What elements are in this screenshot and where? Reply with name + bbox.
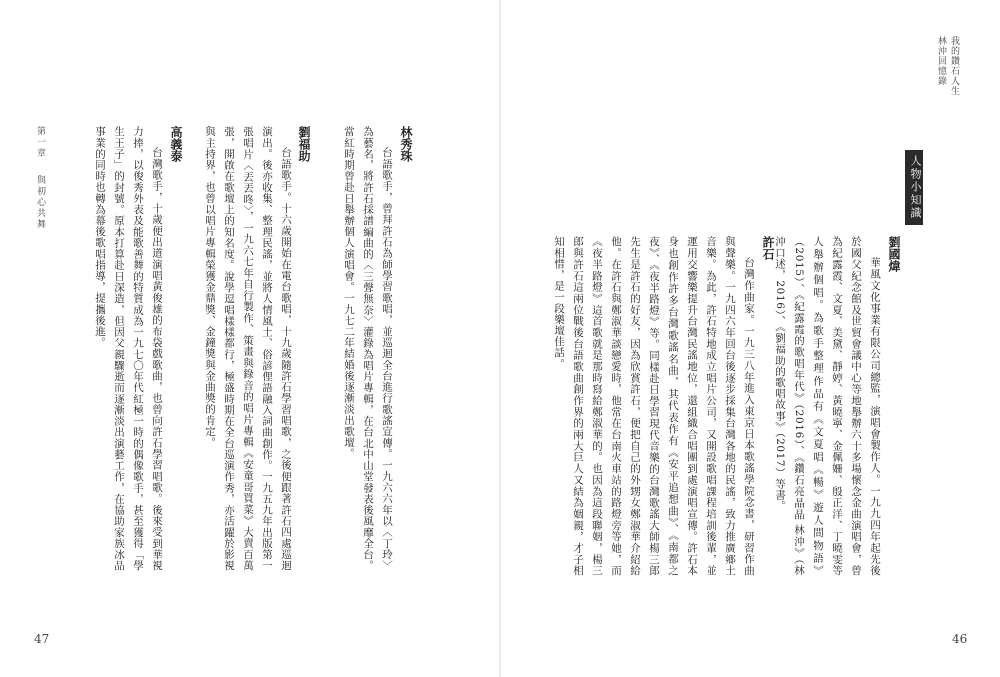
entry-name-lin-xiuzhu: 林秀珠 bbox=[399, 126, 413, 162]
entry-text-gao-yitai: 台灣歌手，十歲便出道演唱黃俊雄的布袋戲歌曲，也曾向許石學習唱歌。後來受到華視力捧，以俊秀外表及能歌善舞的特質成為一九七〇年代紅極一時的偶像歌手，甚至獲得「學生王子」的封號。原本打算赴日深造，但因父親驟逝而逐漸淡出演藝工作，在協助家族冰品事業的同時也轉為幕後歌唱指導，提攜後進。 bbox=[94, 126, 163, 571]
entry-name-liu-guowei: 劉國煒 bbox=[887, 236, 901, 272]
entry-name-liu-fuzhu: 劉福助 bbox=[297, 126, 311, 162]
running-header-title: 我的鑽石人生 bbox=[949, 36, 959, 96]
entry-text-lin-xiuzhu: 台語歌手，曾拜許石為師學習歌唱，並巡迴全台進行歌謠宣傳。一九六六年以〈丁玲〉為藝名，將許石採譜編曲的〈三聲無奈〉灌錄為唱片專輯，在台北中山堂發表後風靡全台。當紅時期曾赴日舉辦個人演唱會。一九七二年結婚後逐漸淡出歌壇。 bbox=[343, 126, 393, 571]
entry-text-liu-guowei: 華風文化事業有限公司總監，演唱會製作人。一九九四年起先後於國父紀念館及世貿會議中心等地舉辦六十多場懷念金曲演唱會，曾為紀露霞、文夏、美黛、靜婷、黃曉寧、金佩姍、殷正洋、丁曉雯等人舉辦個唱。為歌手整理作品有《文夏唱《暢》遊人間物語》（2015）、《紀露霞的歌唱年代》（2016）、《鑽石亮晶晶 林沖》（林沖口述，2016）、《劉福助的歌唱故事》（2017）等書。 bbox=[774, 236, 881, 576]
page-gutter bbox=[499, 0, 501, 677]
entry-text-xu-shi: 台灣作曲家。一九三八年進入東京日本歌謠學院念書，研習作曲與聲樂。一九四六年回台後逐步採集台灣各地的民謠，致力推廣鄉土音樂。為此，許石特地成立唱片公司，又開設歌唱課程培訓後輩，並運用交響樂提升台灣民謠地位，還組織合唱團到處演唱宣傳。許石本身也創作許多台灣歌謠名曲，其代表作有《安平追想曲》、《南都之夜》、《夜半路燈》等。同樣赴日學習現代音樂的台灣歌謠大師楊三郎先生是許石的好友，因為欣賞許石，便把自己的外甥女鄭淑華介紹給他。在許石與鄭淑華談戀愛時，他常在台南火車站的路燈旁等她，而《夜半路燈》這首歌就是那時寫給鄭淑華的。也因為這段聯姻，楊三郎與許石這兩位戰後台語歌曲創作界的兩大巨人又結為姻親，才子相知相惜，是一段樂壇佳話。 bbox=[553, 236, 755, 576]
running-header-subtitle: 林沖回憶錄 bbox=[936, 36, 946, 86]
page-number-left: 47 bbox=[34, 632, 50, 646]
page-number-right: 46 bbox=[952, 632, 968, 646]
chapter-label: 第一章 bbox=[35, 126, 45, 159]
entry-name-gao-yitai: 高義泰 bbox=[169, 126, 183, 162]
chapter-title: 與初心共舞 bbox=[35, 175, 45, 230]
entry-text-liu-fuzhu: 台語歌手。十六歲開始在電台歌唱，十九歲隨許石學習唱歌，之後便跟著許石四處巡迴演出。後亦收集、整理民謠，並將人情風土、俗諺俚語融入詞曲創作。一九五九年出版第一張唱片〈丟丟咚〉，一九六七年自行製作、策畫與錄音的唱片專輯《安童哥買菜》大賣百萬張，開啟在歌壇上的知名度。說學逗唱樣樣都行，極盛時期在全台巡演作秀，亦活躍於影視與主持界，也曾以唱片專輯榮獲金鼎獎、金鐘獎與金曲獎的肯定。 bbox=[204, 126, 292, 571]
section-title: 人物小知識 bbox=[905, 150, 923, 225]
entry-name-xu-shi: 許石 bbox=[761, 236, 775, 260]
